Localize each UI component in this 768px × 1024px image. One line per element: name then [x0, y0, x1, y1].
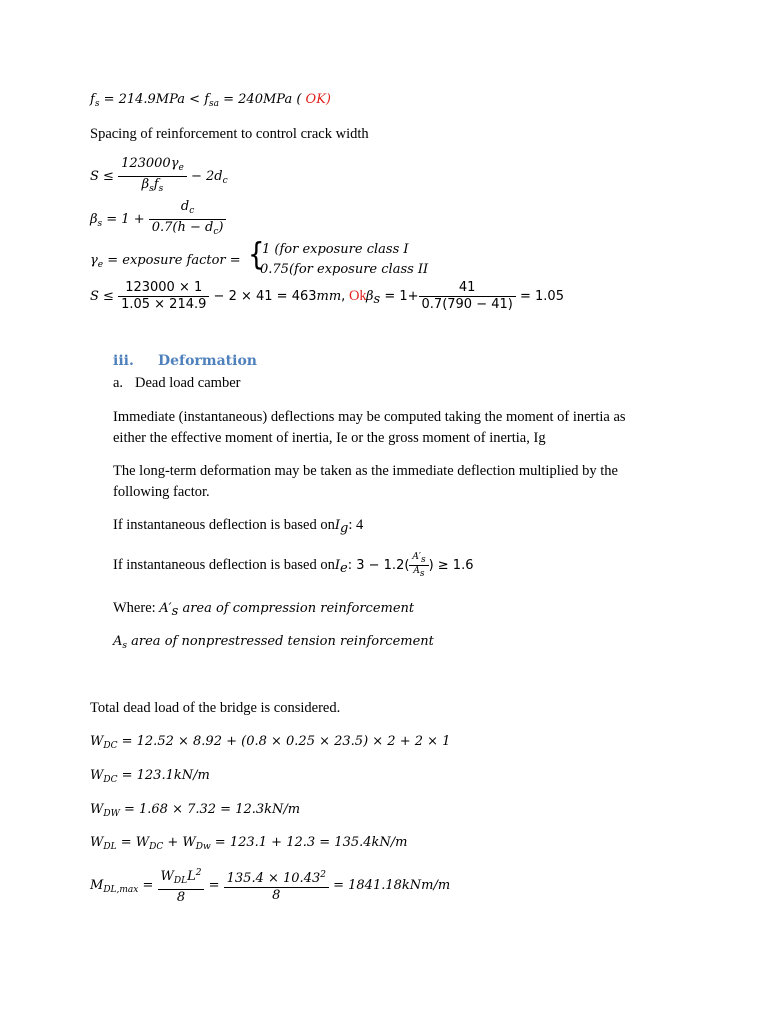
spacing-title: Spacing of reinforcement to control crack width — [90, 126, 369, 142]
where-line: Where: $A'_s$ area of compression reinforcement — [113, 600, 415, 619]
brace-icon: { — [248, 237, 265, 273]
exposure-case-1: 1 (for exposure class I — [262, 242, 409, 257]
spacing-calculation: S ≤ $\frac{123000 \times 1}{1.05 \times 214.9}$ − 2 × 41 = 463mm, Ok — [90, 280, 367, 312]
ok-mark: Ok — [345, 288, 367, 304]
wdl-equation: $W_{DL} = W_{DC} + W_{Dw} = 123.1 + 12.3 = 135.4kN/m$ — [90, 835, 408, 852]
paragraph-1-line-2: either the effective moment of inertia, Ie or the gross moment of inertia, Ig — [113, 430, 546, 446]
paragraph-1-line-1: Immediate (instantaneous) deflections may be computed taking the moment of inertia as — [113, 409, 626, 425]
exposure-case-2: 0.75(for exposure class II — [260, 262, 429, 277]
beta-calculation: $\beta_s = 1+$ $\frac{41}{0.7(790 - 41)}$ = 1.05 — [366, 280, 564, 312]
section-title: Deformation — [158, 353, 257, 369]
ie-factor-line: If instantaneous deflection is based onI$_e$: 3 − 1.2( $\frac{A'_s}{A_s}$ ) ≥ 1.6 — [113, 552, 474, 579]
wdw-equation: $W_{DW} = 1.68 \times 7.32 = 12.3kN/m$ — [90, 802, 301, 819]
as-definition-line: $A_s$ area of nonprestressed tension reinforcement — [113, 634, 434, 651]
moment-equation: $M_{DL,max}$ = $\frac{W_{DL}L^2}{8}$ = $\frac{135.4 \times 10.43^2}{8}$ = 1841.18kNm/m — [90, 865, 450, 906]
exposure-factor-label: $\gamma_e$ = exposure factor = — [90, 253, 241, 270]
stress-check-line: $f_s = 214.9MPa < f_{sa} = 240MPa$ ( OK) — [90, 92, 331, 109]
beta-equation: $\beta_s = 1$ + $\frac{d_c}{0.7(h - d_c)}$ — [90, 199, 226, 240]
total-dead-load-text: Total dead load of the bridge is considered. — [90, 700, 341, 716]
spacing-equation: S ≤ $\frac{123000\gamma_e}{\beta_sf_s}$ − $2d_c$ — [90, 156, 228, 194]
section-number: iii. — [113, 353, 134, 369]
paragraph-2-line-2: following factor. — [113, 484, 210, 500]
wdc-equation-2: $W_{DC} = 123.1kN/m$ — [90, 768, 210, 785]
subsection-title: Dead load camber — [135, 375, 241, 391]
wdc-equation-1: $W_{DC} = 12.52 \times 8.92 + (0.8 \times 0.25 \times 23.5) \times 2 + 2 \times 1$ — [90, 734, 451, 751]
subsection-number: a. — [113, 375, 124, 391]
ig-factor-line: If instantaneous deflection is based onI$_g$: 4 — [113, 517, 364, 536]
ok-mark: OK — [301, 92, 326, 107]
paragraph-2-line-1: The long-term deformation may be taken as the immediate deflection multiplied by the — [113, 463, 618, 479]
